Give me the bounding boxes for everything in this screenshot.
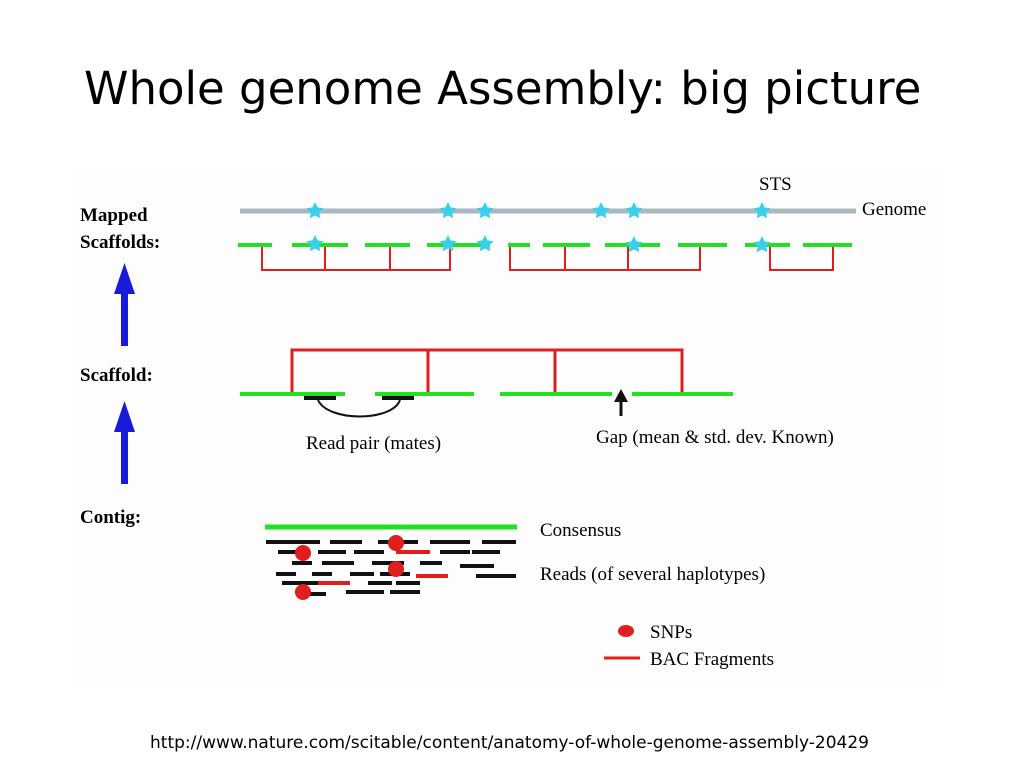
label-scaffold: Scaffold: — [80, 365, 153, 386]
star-icon — [306, 235, 323, 251]
gap-arrow-icon — [614, 389, 628, 416]
genome-label: Genome — [862, 199, 927, 220]
star-icon — [625, 202, 642, 218]
scaffold-brackets — [292, 350, 682, 393]
star-icon — [592, 202, 609, 218]
label-contig: Contig: — [80, 507, 142, 528]
star-icon — [753, 236, 770, 252]
consensus-label: Consensus — [540, 520, 622, 541]
star-icon — [439, 202, 456, 218]
slide-title: Whole genome Assembly: big picture — [84, 62, 922, 115]
arrow-up-icon — [114, 401, 135, 484]
snp-icon — [388, 561, 404, 577]
mapped-brackets — [262, 247, 833, 270]
legend-bac-label: BAC Fragments — [650, 649, 775, 670]
sts-label: STS — [759, 174, 792, 195]
snp-legend-icon — [618, 625, 634, 637]
reads-label: Reads (of several haplotypes) — [540, 564, 766, 585]
star-icon — [439, 235, 456, 251]
arrow-up-icon — [114, 263, 135, 346]
snp-icon — [295, 584, 311, 600]
gap-label: Gap (mean & std. dev. Known) — [596, 427, 834, 448]
snp-icon — [295, 545, 311, 561]
read-pair — [304, 398, 414, 417]
label-mapped: Mapped — [80, 205, 148, 226]
source-link[interactable]: http://www.nature.com/scitable/content/anatomy-of-whole-genome-assembly-20429 — [150, 733, 869, 753]
star-icon — [753, 202, 770, 218]
read-pair-label: Read pair (mates) — [306, 433, 442, 454]
read-variants — [318, 552, 448, 583]
star-icon — [476, 235, 493, 251]
snp-icon — [388, 535, 404, 551]
star-icon — [306, 202, 323, 218]
label-scaffolds: Scaffolds: — [80, 232, 161, 253]
legend-snps-label: SNPs — [650, 622, 693, 643]
star-icon — [476, 202, 493, 218]
